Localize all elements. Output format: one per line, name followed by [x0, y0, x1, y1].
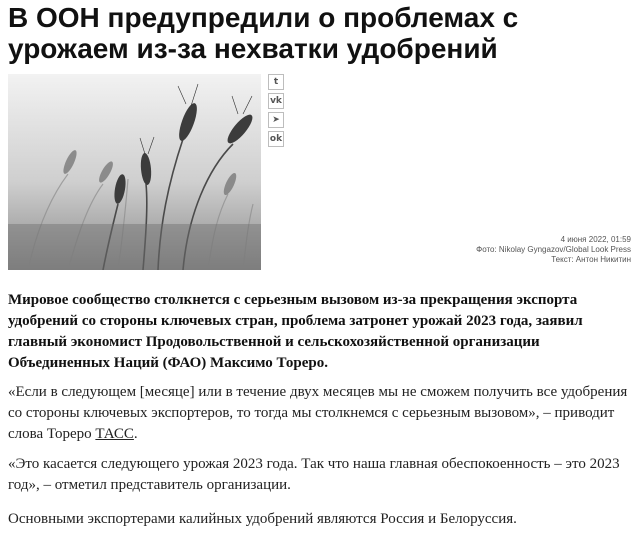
odnoklassniki-share-button[interactable] — [268, 131, 284, 147]
telegram-icon: ➤ — [272, 115, 280, 125]
vk-share-button[interactable] — [268, 93, 284, 109]
share-bar — [268, 74, 286, 150]
article-paragraph — [8, 382, 628, 445]
article-photo-wheat — [8, 74, 261, 270]
paragraph-end: . — [133, 426, 138, 442]
article-date: 4 июня 2022, 01:59 — [560, 235, 631, 244]
photo-credit: Фото: Nikolay Gyngazov/Global Look Press — [476, 245, 631, 254]
twitter-share-button[interactable] — [268, 74, 284, 90]
vk-icon: vk — [270, 96, 282, 106]
tass-source-link[interactable]: ТАСС — [95, 426, 134, 442]
paragraph-text: «Если в следующем [месяце] или в течение двух месяцев мы не сможем получить все удобрения со стороны ключевых экспортеров, то тогда мы столкнемся с серьезным вызовом», – приводит слова Тореро — [8, 384, 628, 442]
article-headline: В ООН предупредили о проблемах с урожаем из-за нехватки удобрений — [8, 2, 519, 64]
article-lead: Мировое сообщество столкнется с серьезным вызовом из-за прекращения экспорта удобрений со стороны ключевых стран, проблема затронет урожай 2023 года, заявил главный экономист Продовольственной и сельскохозяйственной организации Объединенных Наций (ФАО) Максимо Тореро. — [8, 292, 583, 371]
article-paragraph: Основными экспортерами калийных удобрений являются Россия и Белоруссия. — [8, 511, 517, 527]
text-credit: Текст: Антон Никитин — [551, 255, 631, 264]
odnoklassniki-icon: ok — [269, 134, 283, 144]
article-meta — [476, 235, 631, 265]
article-paragraph: «Это касается следующего урожая 2023 года. Так что наша главная обеспокоенность – это 2023 год», – отметил представитель организации. — [8, 456, 620, 493]
twitter-icon: t — [273, 77, 279, 87]
telegram-share-button[interactable] — [268, 112, 284, 128]
